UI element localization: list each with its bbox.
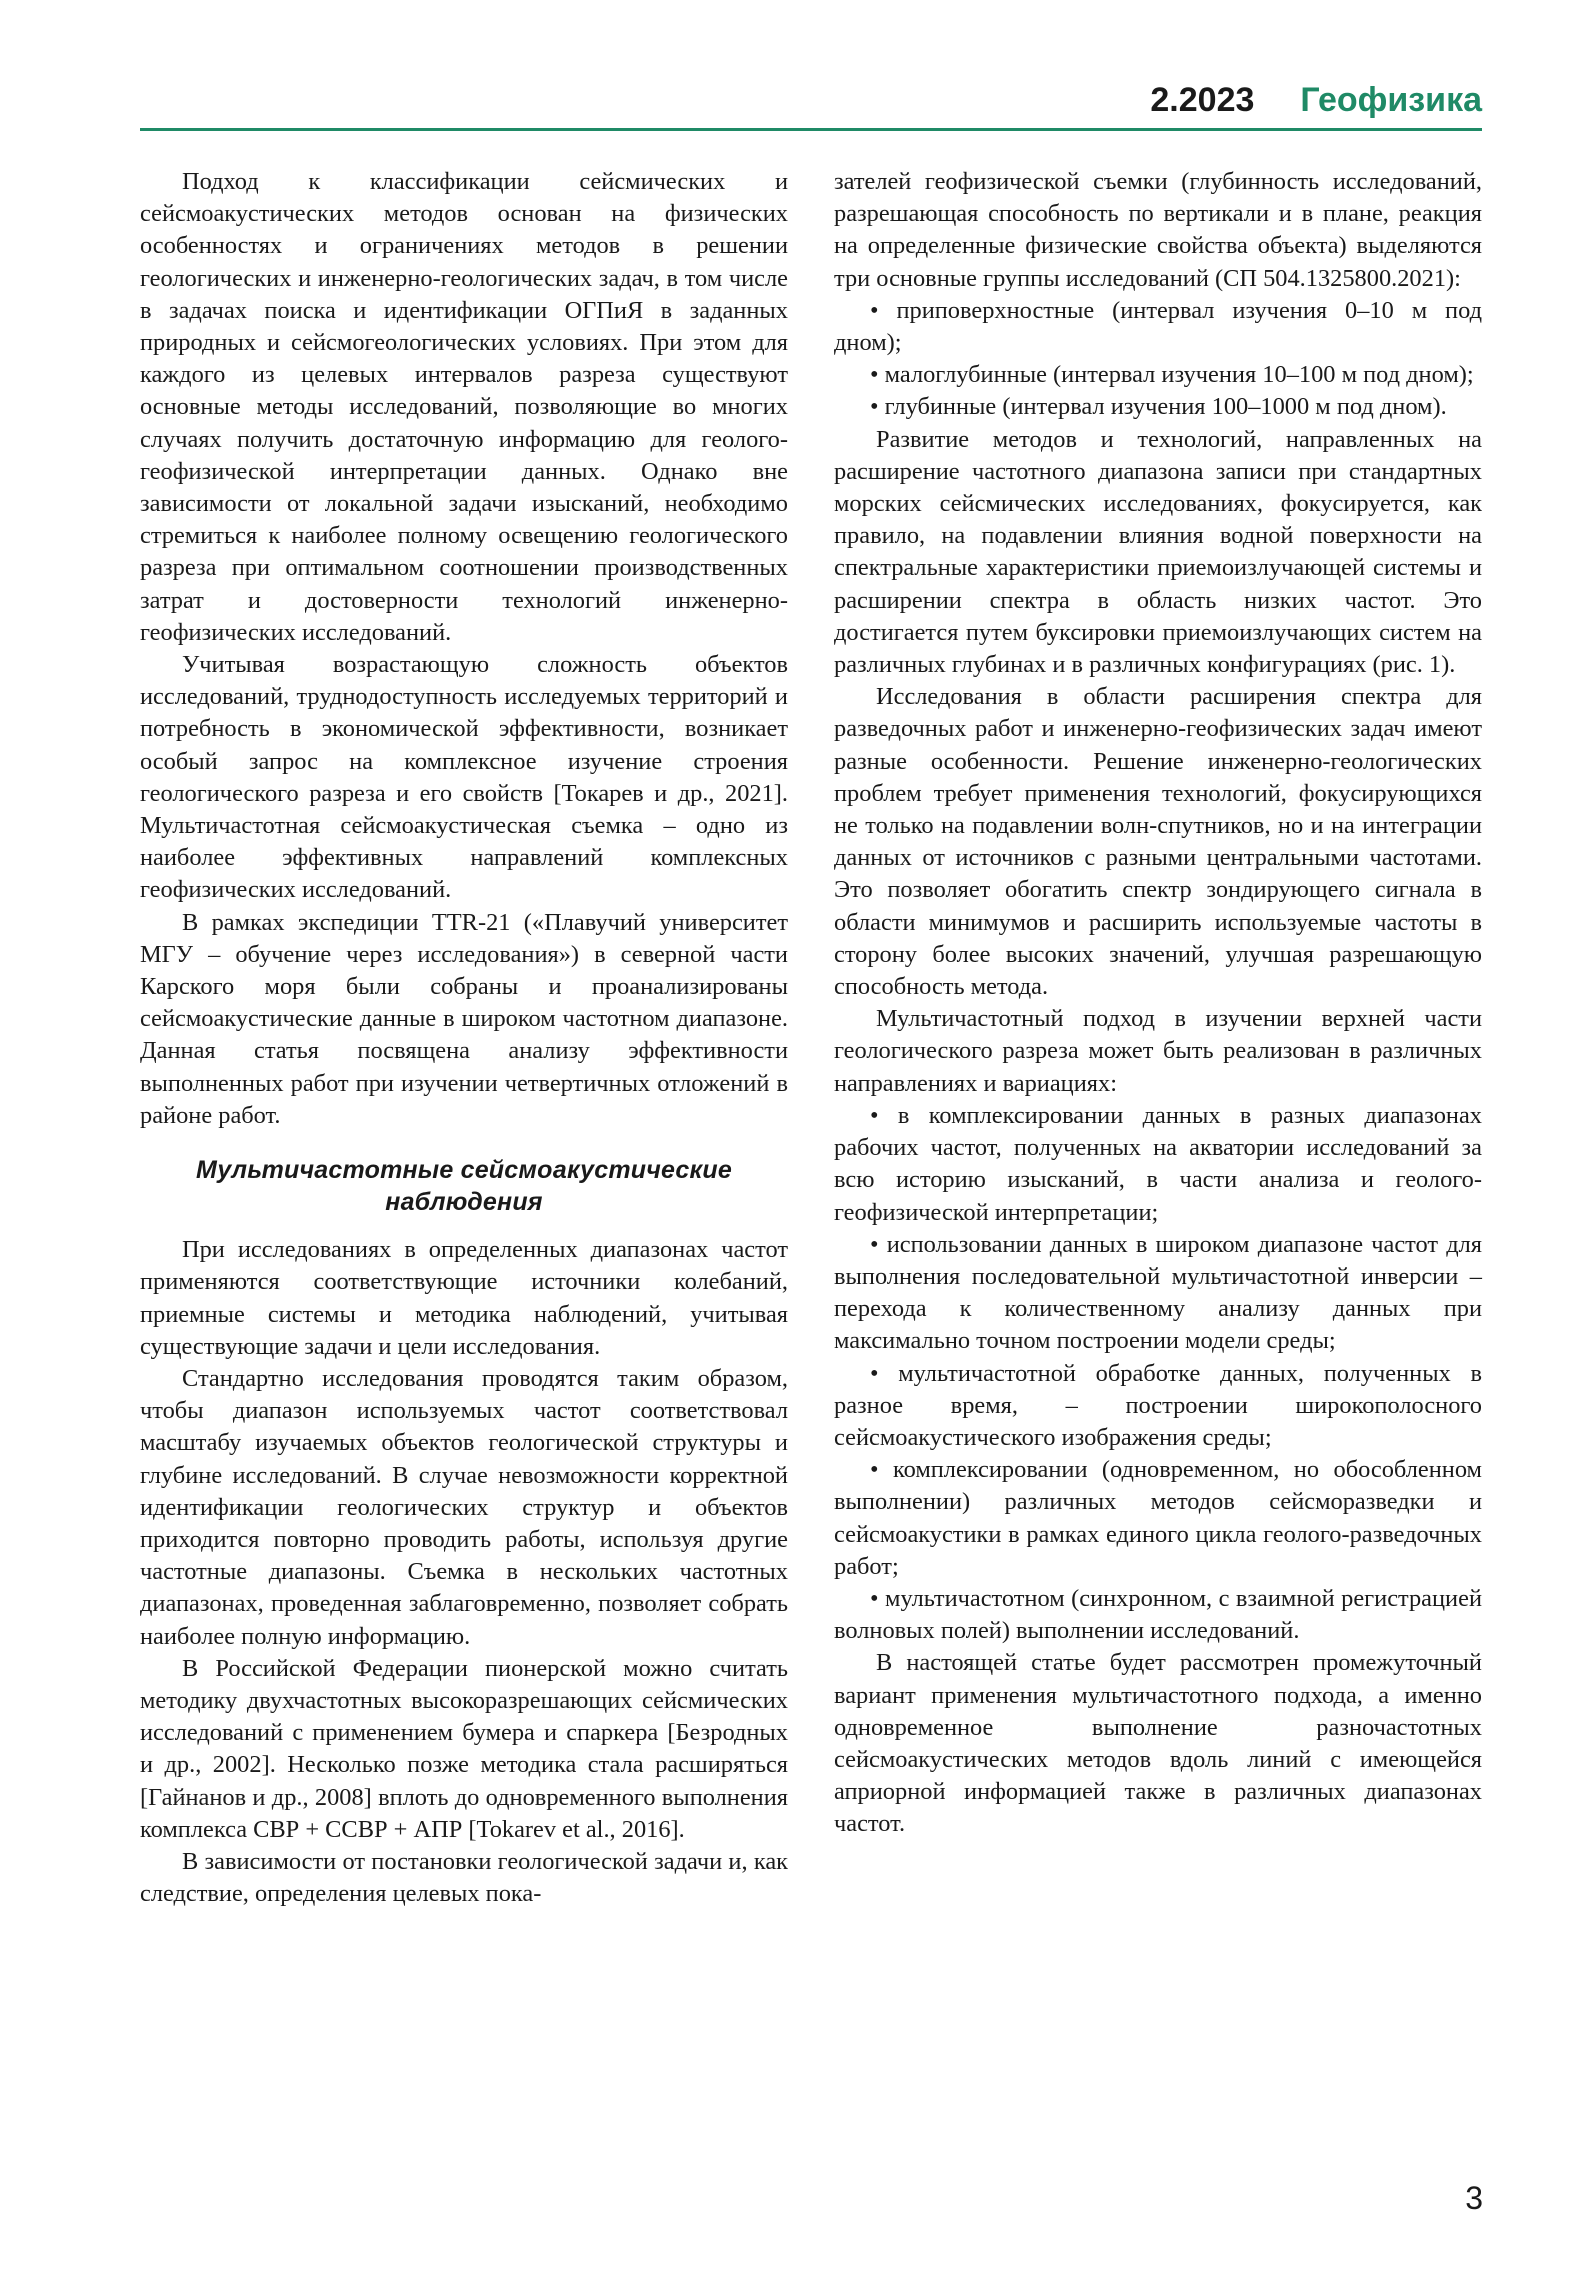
paragraph: Подход к классификации сейсмических и сейсмоакустических методов основан на физических особенностях и ограничениях методов в решении геологических и инженерно-геологических задач, в том числе в задачах поиска и идентификации ОГПиЯ в заданных природных и сейсмогеологических условиях. При этом для каждого из целевых интервалов разреза существуют основные методы исследований, позволяющие во многих случаях получить достаточную информацию для геолого-геофизической интерпретации данных. Однако вне зависимости от локальной задачи изысканий, необходимо стремиться к наиболее полному освещению геологического разреза при оптимальном соотношении производственных затрат и достоверности технологий инженерно-геофизических исследований.: [140, 168, 788, 646]
list-item: • комплексировании (одновременном, но обособленном выполнении) различных методов сейсморазведки и сейсмоакустики в рамках единого цикла геолого-разведочных работ;: [834, 1456, 1482, 1580]
section-heading: Мультичастотные сейсмоакустические наблюдения: [196, 1156, 732, 1217]
paragraph: Учитывая возрастающую сложность объектов исследований, труднодоступность исследуемых территорий и потребность в экономической эффективности, возникает особый запрос на комплексное изучение строения геологического разреза и его свойств [Токарев и др., 2021]. Мультичастотная сейсмоакустическая съемка – одно из наиболее эффективных направлений комплексных геофизических исследований.: [140, 651, 788, 904]
paragraph: В Российской Федерации пионерской можно считать методику двухчастотных высокоразрешающих сейсмических исследований с применением бумера и спаркера [Безродных и др., 2002]. Несколько позже методика стала расширяться [Гайнанов и др., 2008] вплоть до одновременного выполнения комплекса СВР + ССВР + АПР [Tokarev et al., 2016].: [140, 1654, 788, 1843]
paragraph: Мультичастотный подход в изучении верхней части геологического разреза может быть реализован в различных направлениях и вариациях:: [834, 1005, 1482, 1097]
paragraph: Исследования в области расширения спектра для разведочных работ и инженерно-геофизических задач имеют разные особенности. Решение инженерно-геологических проблем требует применения технологий, фокусирующихся не только на подавлении волн-спутников, но и на интеграции данных от источников с разными центральными частотами. Это позволяет обогатить спектр зондирующего сигнала в области минимумов и расширить используемые частоты в сторону более высоких значений, улучшая разрешающую способность метода.: [834, 683, 1482, 1001]
header-right: [1150, 78, 1482, 122]
right-column: [834, 166, 1482, 1841]
issue-number: 2.2023: [1150, 81, 1255, 119]
journal-title: Геофизика: [1300, 81, 1482, 119]
paragraph: зателей геофизической съемки (глубинность исследований, разрешающая способность по вертикали и в плане, реакция на определенные физические свойства объекта) выделяются три основные группы исследований (СП 504.1325800.2021):: [834, 168, 1482, 292]
list-item: • приповерхностные (интервал изучения 0–10 м под дном);: [834, 296, 1482, 357]
page-number: 3: [1465, 2180, 1483, 2216]
paragraph: Развитие методов и технологий, направленных на расширение частотного диапазона записи при стандартных морских сейсмических исследованиях, фокусируется, как правило, на подавлении влияния водной поверхности на спектральные характеристики приемоизлучающей системы и расширении спектра в область низких частот. Это достигается путем буксировки приемоизлучающих систем на различных глубинах и в различных конфигурациях (рис. 1).: [834, 425, 1482, 679]
running-header: [140, 78, 1482, 130]
list-item: • в комплексировании данных в разных диапазонах рабочих частот, полученных на акватории исследований за всю историю изысканий, в части анализа и геолого-геофизической интерпретации;: [834, 1101, 1482, 1226]
paragraph: Стандартно исследования проводятся таким образом, чтобы диапазон используемых частот соответствовал масштабу изучаемых объектов геологической структуры и глубине исследований. В случае невозможности корректной идентификации геологических структур и объектов приходится повторно проводить работы, используя другие частотные диапазоны. Съемка в нескольких частотных диапазонах, проведенная заблаговременно, позволяет собрать наиболее полную информацию.: [140, 1364, 788, 1650]
list-item: • мультичастотном (синхронном, с взаимной регистрацией волновых полей) выполнении исследований.: [834, 1584, 1482, 1645]
paragraph: В настоящей статье будет рассмотрен промежуточный вариант применения мультичастотного подхода, а именно одновременное выполнение разночастотных сейсмоакустических методов вдоль линий с имеющейся априорной информацией также в различных диапазонах частот.: [834, 1649, 1482, 1838]
list-item: • глубинные (интервал изучения 100–1000 м под дном).: [870, 393, 1447, 421]
list-item: • малоглубинные (интервал изучения 10–100 м под дном);: [870, 361, 1474, 389]
paragraph: В рамках экспедиции TTR-21 («Плавучий университет МГУ – обучение через исследования») в северной части Карского моря были собраны и проанализированы сейсмоакустические данные в широком частотном диапазоне. Данная статья посвящена анализу эффективности выполненных работ при изучении четвертичных отложений в районе работ.: [140, 908, 788, 1129]
header-rule: [140, 128, 1482, 131]
list-item: • использовании данных в широком диапазоне частот для выполнения последовательной мультичастотной инверсии – перехода к количественному анализу данных при максимально точном построении модели среды;: [834, 1230, 1482, 1355]
paragraph: При исследованиях в определенных диапазонах частот применяются соответствующие источники колебаний, приемные системы и методика наблюдений, учитывая существующие задачи и цели исследования.: [140, 1236, 788, 1360]
list-item: • мультичастотной обработке данных, полученных в разное время, – построении широкополосного сейсмоакустического изображения среды;: [834, 1359, 1482, 1451]
paragraph: В зависимости от постановки геологической задачи и, как следствие, определения целевых пока-: [140, 1847, 788, 1908]
left-column: [140, 166, 788, 1910]
